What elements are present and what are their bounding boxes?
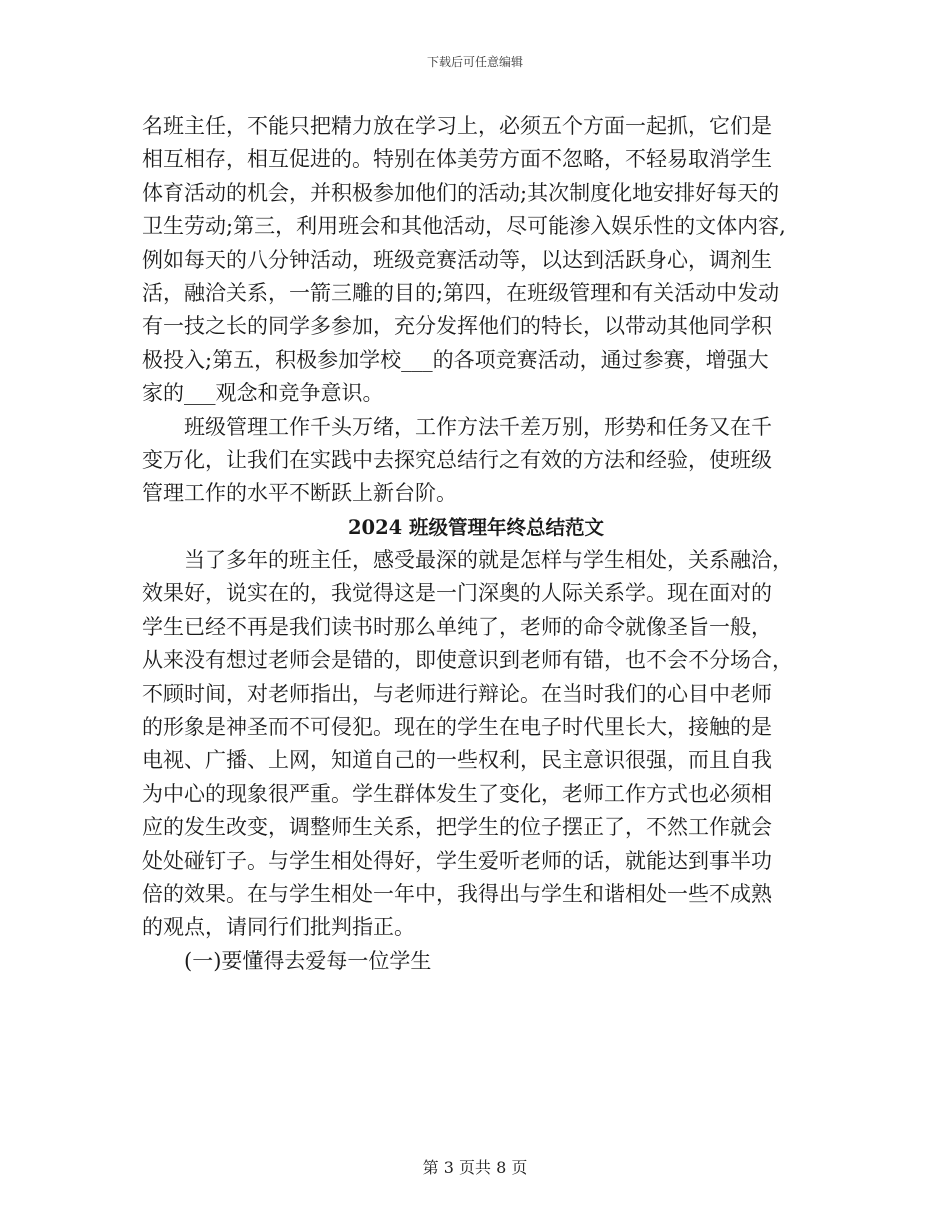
text-line: 有一技之长的同学多参加，充分发挥他们的特长，以带动其他同学积 [142,314,772,339]
text-line: 学生已经不再是我们读书时那么单纯了，老师的命令就像圣旨一般， [142,614,772,639]
text-line: 管理工作的水平不断跃上新台阶。 [142,481,457,506]
text-line: 相互相存，相互促进的。特别在体美劳方面不忽略，不轻易取消学生 [142,147,772,172]
section-title: 2024 班级管理年终总结范文 [347,515,605,539]
page-header: 下载后可任意编辑 [426,55,523,69]
text-line: 名班主任，不能只把精力放在学习上，必须五个方面一起抓，它们是 [142,114,772,138]
text-line: 为中心的现象很严重。学生群体发生了变化，老师工作方式也必须相 [142,781,772,806]
text-line: 效果好，说实在的，我觉得这是一门深奥的人际关系学。现在面对的 [142,581,772,606]
text-line: 应的发生改变，调整师生关系，把学生的位子摆正了，不然工作就会 [142,815,772,840]
paragraph-conclusion [142,411,810,511]
text-line: 变万化，让我们在实践中去探究总结行之有效的方法和经验，使班级 [142,447,772,472]
text-line: 不顾时间，对老师指出，与老师进行辩论。在当时我们的心目中老师 [142,681,772,706]
page-number: 第 3 页共 8 页 [422,1158,528,1177]
document-body [142,110,810,978]
text-line: 家的___观念和竞争意识。 [142,381,384,406]
text-line: 班级管理工作千头万绪，工作方法千差万别，形势和任务又在千 [184,414,772,439]
text-line: 处处碰钉子。与学生相处得好，学生爱听老师的话，就能达到事半功 [142,848,772,873]
text-line: 从来没有想过老师会是错的，即使意识到老师有错，也不会不分场合， [142,648,793,673]
paragraph-student-relations [142,544,810,945]
text-line: 的形象是神圣而不可侵犯。现在的学生在电子时代里长大，接触的是 [142,715,772,740]
text-line: 电视、广播、上网，知道自己的一些权利，民主意识很强，而且自我 [142,748,772,773]
text-line: 体育活动的机会，并积极参加他们的活动;其次制度化地安排好每天的 [142,180,780,205]
text-line: 极投入;第五，积极参加学校___的各项竞赛活动，通过参赛，增强大 [142,347,769,372]
paragraph-class-activities [142,110,810,411]
text-line: 倍的效果。在与学生相处一年中，我得出与学生和谐相处一些不成熟 [142,881,772,906]
text-line: 卫生劳动;第三，利用班会和其他活动，尽可能渗入娱乐性的文体内容, [142,214,786,239]
text-line: 当了多年的班主任，感受最深的就是怎样与学生相处，关系融洽， [184,548,793,573]
subheading: (一)要懂得去爱每一位学生 [184,948,432,973]
text-line: 活，融洽关系，一箭三雕的目的;第四，在班级管理和有关活动中发动 [142,280,780,305]
text-line: 的观点，请同行们批判指正。 [142,915,415,940]
text-line: 例如每天的八分钟活动，班级竞赛活动等，以达到活跃身心，调剂生 [142,247,772,272]
